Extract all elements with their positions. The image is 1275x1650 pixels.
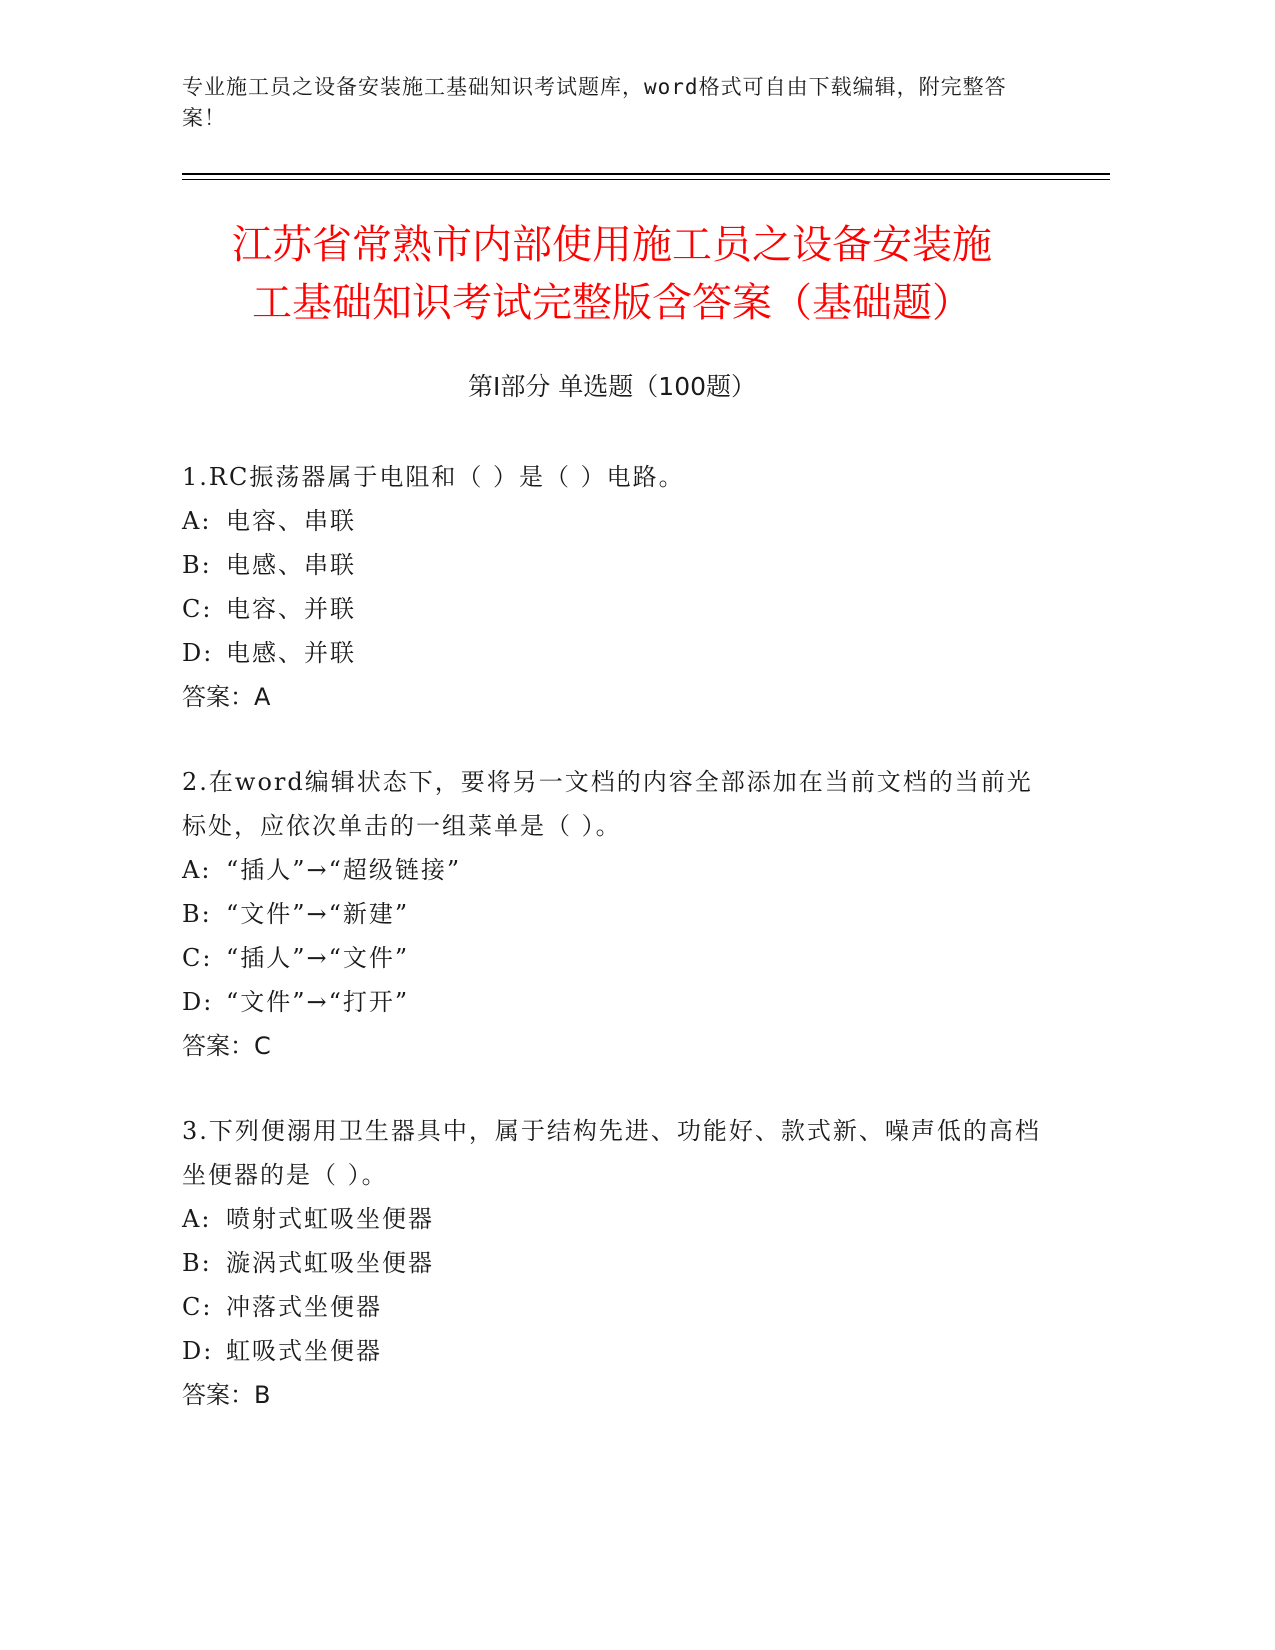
option-letter: B: xyxy=(182,551,212,579)
answer-line: 答案：C xyxy=(182,1032,271,1060)
question-stem: 2.在word编辑状态下，要将另一文档的内容全部添加在当前文档的当前光标处，应依次单击的一组菜单是（ ）。 xyxy=(182,768,1033,840)
option-text: “插人”→“超级链接” xyxy=(226,856,462,884)
option-a xyxy=(182,499,1042,543)
option-letter: C: xyxy=(182,944,213,972)
option-c xyxy=(182,1285,1042,1329)
option-c xyxy=(182,936,1042,980)
option-d xyxy=(182,1329,1042,1373)
question-3 xyxy=(182,1109,1042,1417)
answer-line: 答案：A xyxy=(182,683,271,711)
option-a xyxy=(182,848,1042,892)
option-text: 电容、串联 xyxy=(226,507,356,535)
option-text: “文件”→“打开” xyxy=(226,988,410,1016)
option-letter: C: xyxy=(182,1293,213,1321)
section-title: 第Ⅰ部分 单选题（100题） xyxy=(467,372,757,401)
option-text: 电感、串联 xyxy=(226,551,356,579)
option-letter: D: xyxy=(182,639,214,667)
option-c xyxy=(182,587,1042,631)
question-list xyxy=(182,455,1042,1458)
option-text: 漩涡式虹吸坐便器 xyxy=(226,1249,434,1277)
option-a xyxy=(182,1197,1042,1241)
option-text: 冲落式坐便器 xyxy=(226,1293,382,1321)
option-b xyxy=(182,892,1042,936)
option-letter: A: xyxy=(182,507,212,535)
option-text: “文件”→“新建” xyxy=(226,900,410,928)
option-letter: B: xyxy=(182,900,212,928)
option-b xyxy=(182,543,1042,587)
option-d xyxy=(182,631,1042,675)
header-divider-thick xyxy=(182,173,1110,175)
question-stem: 1.RC振荡器属于电阻和（ ）是（ ）电路。 xyxy=(182,463,685,491)
option-text: 电容、并联 xyxy=(226,595,356,623)
document-title-line-1: 江苏省常熟市内部使用施工员之设备安装施 xyxy=(232,222,992,268)
option-letter: B: xyxy=(182,1249,212,1277)
option-b xyxy=(182,1241,1042,1285)
option-text: “插人”→“文件” xyxy=(226,944,410,972)
option-letter: D: xyxy=(182,1337,214,1365)
option-letter: A: xyxy=(182,1205,212,1233)
header-divider-thin xyxy=(182,179,1110,180)
answer-line: 答案：B xyxy=(182,1381,271,1409)
question-2 xyxy=(182,760,1042,1068)
document-title-line-2: 工基础知识考试完整版含答案（基础题） xyxy=(252,280,972,326)
option-text: 电感、并联 xyxy=(226,639,356,667)
question-1 xyxy=(182,455,1042,719)
option-letter: C: xyxy=(182,595,213,623)
option-d xyxy=(182,980,1042,1024)
question-stem: 3.下列便溺用卫生器具中，属于结构先进、功能好、款式新、噪声低的高档坐便器的是（ ）。 xyxy=(182,1117,1041,1189)
option-letter: A: xyxy=(182,856,212,884)
option-letter: D: xyxy=(182,988,214,1016)
option-text: 虹吸式坐便器 xyxy=(226,1337,382,1365)
document-title xyxy=(182,216,1042,332)
header-note: 专业施工员之设备安装施工基础知识考试题库，word格式可自由下载编辑，附完整答案！ xyxy=(182,75,1007,130)
option-text: 喷射式虹吸坐便器 xyxy=(226,1205,434,1233)
